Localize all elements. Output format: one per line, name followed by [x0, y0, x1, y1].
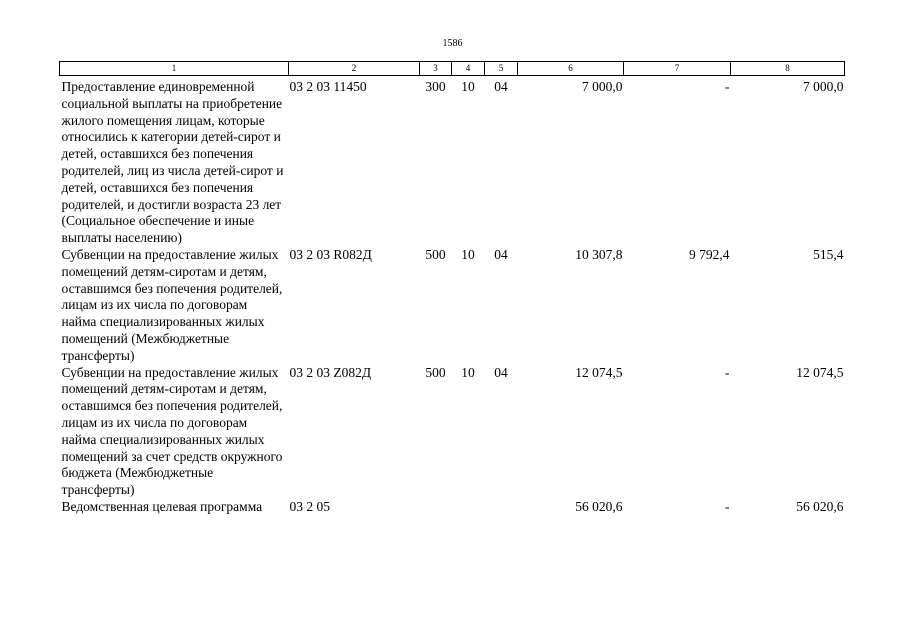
header-col-1: 1 [60, 62, 289, 76]
table-row [60, 499, 845, 516]
header-col-7: 7 [624, 62, 731, 76]
row-total: 56 020,6 [575, 498, 623, 514]
row-pr: 04 [494, 246, 508, 262]
row-federal: 9 792,4 [689, 246, 730, 262]
row-regional: 515,4 [813, 246, 844, 262]
row-regional: 56 020,6 [796, 498, 844, 514]
page-number: 1586 [442, 38, 463, 49]
row-total: 10 307,8 [575, 246, 623, 262]
row-total: 7 000,0 [582, 79, 623, 94]
header-col-8: 8 [731, 62, 845, 76]
row-federal: - [725, 79, 730, 94]
row-rz [452, 499, 485, 516]
row-name: Предоставление единовременной социальной выплаты на приобретение жилого помещения лицам, которые относились к категории детей-сирот и детей, оставшихся без попечения родителей, лиц из числа детей-сирот и детей, оставшихся без попечения родителей, и достигли возраста 23 лет (Социальное обеспечение и иные выплаты населению) [61, 79, 284, 246]
row-regional: 7 000,0 [803, 79, 844, 94]
row-code: 03 2 03 R082Д [289, 246, 372, 262]
header-col-6: 6 [518, 62, 624, 76]
row-rz: 10 [461, 364, 475, 380]
row-pr: 04 [494, 364, 508, 380]
row-pr [485, 499, 518, 516]
row-code: 03 2 05 [289, 498, 330, 514]
row-federal: - [725, 364, 730, 380]
row-rz: 10 [461, 246, 475, 262]
header-col-4: 4 [452, 62, 485, 76]
header-col-2: 2 [289, 62, 420, 76]
table-row [60, 247, 845, 365]
row-pr: 04 [494, 79, 508, 94]
header-col-5: 5 [485, 62, 518, 76]
row-regional: 12 074,5 [796, 364, 844, 380]
row-code: 03 2 03 Z082Д [289, 364, 372, 380]
row-name: Ведомственная целевая программа [61, 498, 263, 514]
row-vr: 500 [425, 246, 446, 262]
table-row [60, 76, 845, 247]
row-vr [420, 499, 452, 516]
header-col-3: 3 [420, 62, 452, 76]
row-code: 03 2 03 11450 [289, 79, 367, 94]
row-total: 12 074,5 [575, 364, 623, 380]
row-federal: - [725, 498, 730, 514]
row-vr: 500 [425, 364, 446, 380]
header-row [60, 62, 845, 76]
row-name: Субвенции на предоставление жилых помещений детям-сиротам и детям, оставшимся без попечения родителей, лицам из их числа по договорам найма специализированных жилых помещений (Межбюджетные трансферты) [61, 246, 283, 363]
row-vr: 300 [425, 79, 446, 94]
budget-table [59, 61, 845, 516]
row-rz: 10 [461, 79, 475, 94]
row-name: Субвенции на предоставление жилых помещений детям-сиротам и детям, оставшимся без попечения родителей, лицам из их числа по договорам найма специализированных жилых помещений за счет средств окружного бюджета (Межбюджетные трансферты) [61, 364, 283, 498]
table-row [60, 365, 845, 499]
